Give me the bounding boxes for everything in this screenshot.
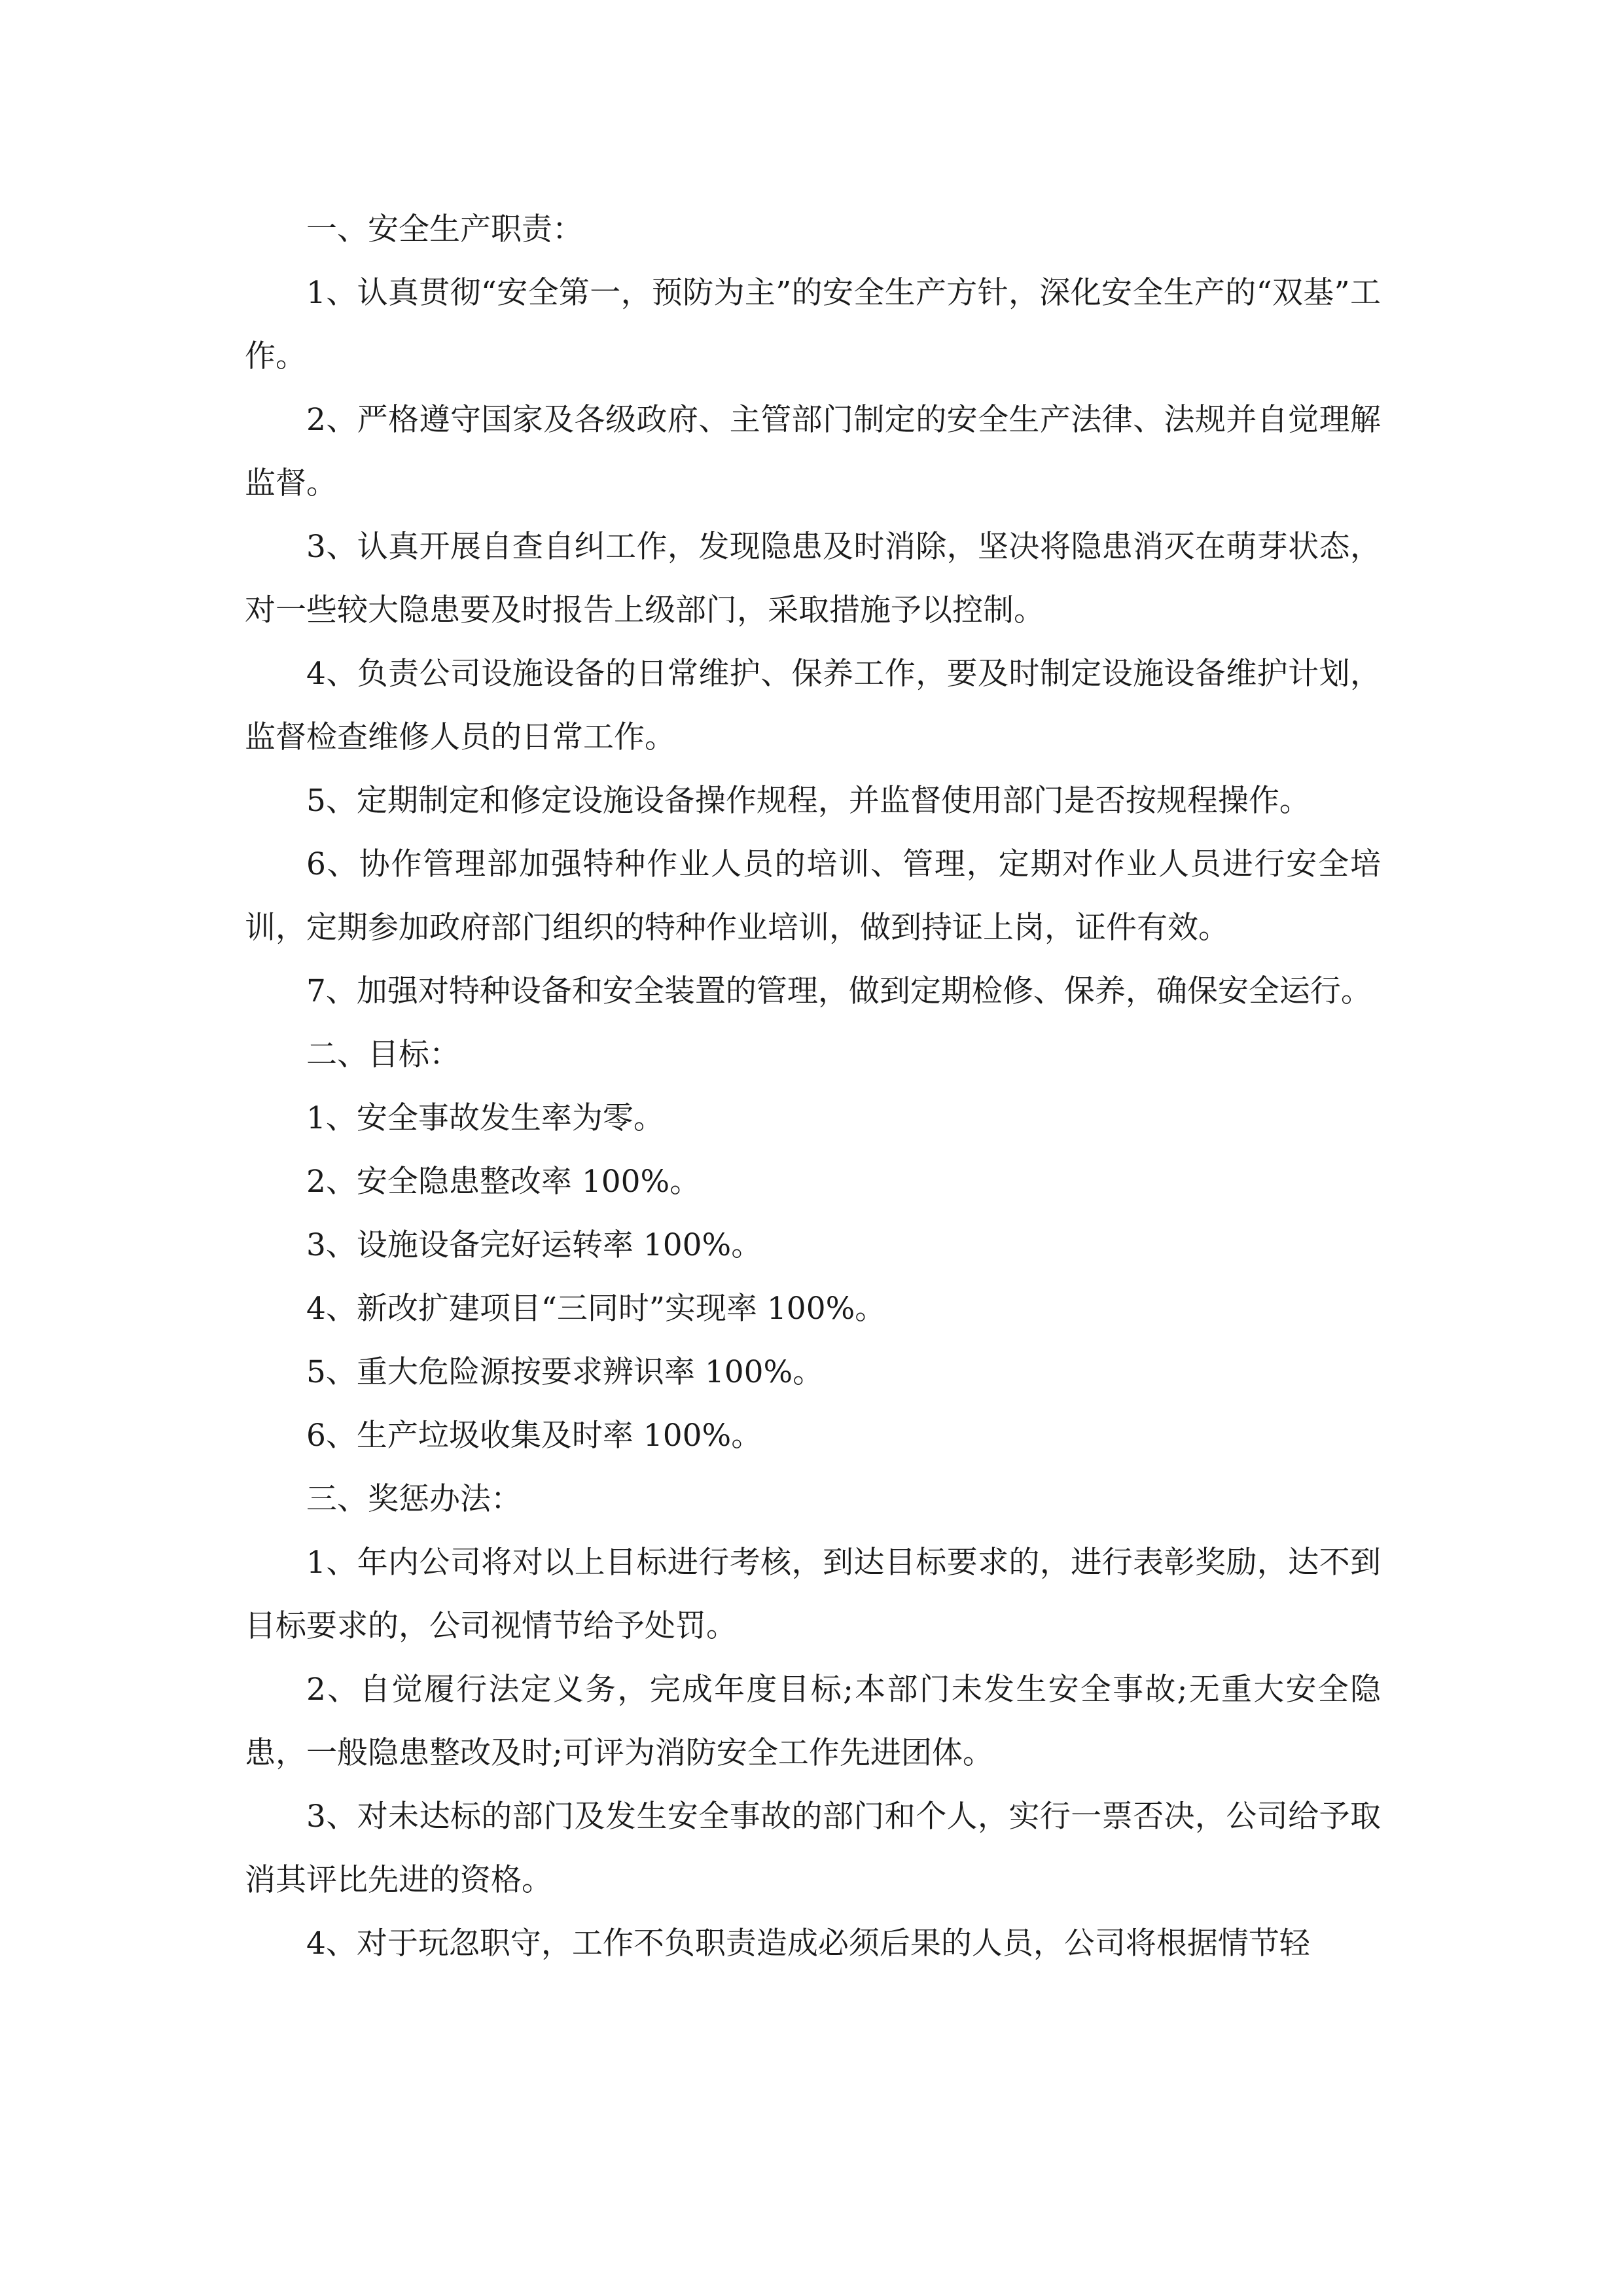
goal-item-5: 5、重大危险源按要求辨识率 100%。 bbox=[306, 1354, 824, 1390]
document-body bbox=[245, 198, 1381, 1975]
section-heading-responsibilities: 一、安全生产职责： bbox=[306, 211, 583, 247]
reward-item-4: 4、对于玩忽职守，工作不负职责造成必须后果的人员，公司将根据情节轻 bbox=[306, 1926, 1310, 1962]
goal-item-2: 2、安全隐患整改率 100%。 bbox=[306, 1164, 701, 1200]
responsibility-item-1: 1、认真贯彻“安全第一，预防为主”的安全生产方针，深化安全生产的“双基”工作。 bbox=[245, 275, 1381, 374]
reward-item-2: 2、自觉履行法定义务，完成年度目标;本部门未发生安全事故;无重大安全隐患，一般隐患整改及时;可评为消防安全工作先进团体。 bbox=[245, 1672, 1381, 1771]
responsibility-item-4: 4、负责公司设施设备的日常维护、保养工作，要及时制定设施设备维护计划，监督检查维修人员的日常工作。 bbox=[245, 656, 1381, 755]
responsibility-item-6: 6、协作管理部加强特种作业人员的培训、管理，定期对作业人员进行安全培训，定期参加政府部门组织的特种作业培训，做到持证上岗，证件有效。 bbox=[245, 846, 1381, 946]
section-heading-goals: 二、目标： bbox=[306, 1037, 460, 1073]
goal-item-3: 3、设施设备完好运转率 100%。 bbox=[306, 1227, 762, 1263]
responsibility-item-3: 3、认真开展自查自纠工作，发现隐患及时消除，坚决将隐患消灭在萌芽状态，对一些较大隐患要及时报告上级部门，采取措施予以控制。 bbox=[245, 529, 1381, 628]
goal-item-1: 1、安全事故发生率为零。 bbox=[306, 1100, 664, 1136]
section-heading-rewards-penalties: 三、奖惩办法： bbox=[306, 1481, 522, 1517]
reward-item-3: 3、对未达标的部门及发生安全事故的部门和个人，实行一票否决，公司给予取消其评比先进的资格。 bbox=[245, 1799, 1381, 1898]
responsibility-item-5: 5、定期制定和修定设施设备操作规程，并监督使用部门是否按规程操作。 bbox=[306, 783, 1310, 819]
goal-item-4: 4、新改扩建项目“三同时”实现率 100%。 bbox=[306, 1291, 886, 1327]
reward-item-1: 1、年内公司将对以上目标进行考核，到达目标要求的，进行表彰奖励，达不到目标要求的，公司视情节给予处罚。 bbox=[245, 1545, 1381, 1644]
goal-item-6: 6、生产垃圾收集及时率 100%。 bbox=[306, 1418, 762, 1454]
responsibility-item-2: 2、严格遵守国家及各级政府、主管部门制定的安全生产法律、法规并自觉理解监督。 bbox=[245, 402, 1381, 501]
responsibility-item-7: 7、加强对特种设备和安全装置的管理，做到定期检修、保养，确保安全运行。 bbox=[306, 973, 1372, 1009]
